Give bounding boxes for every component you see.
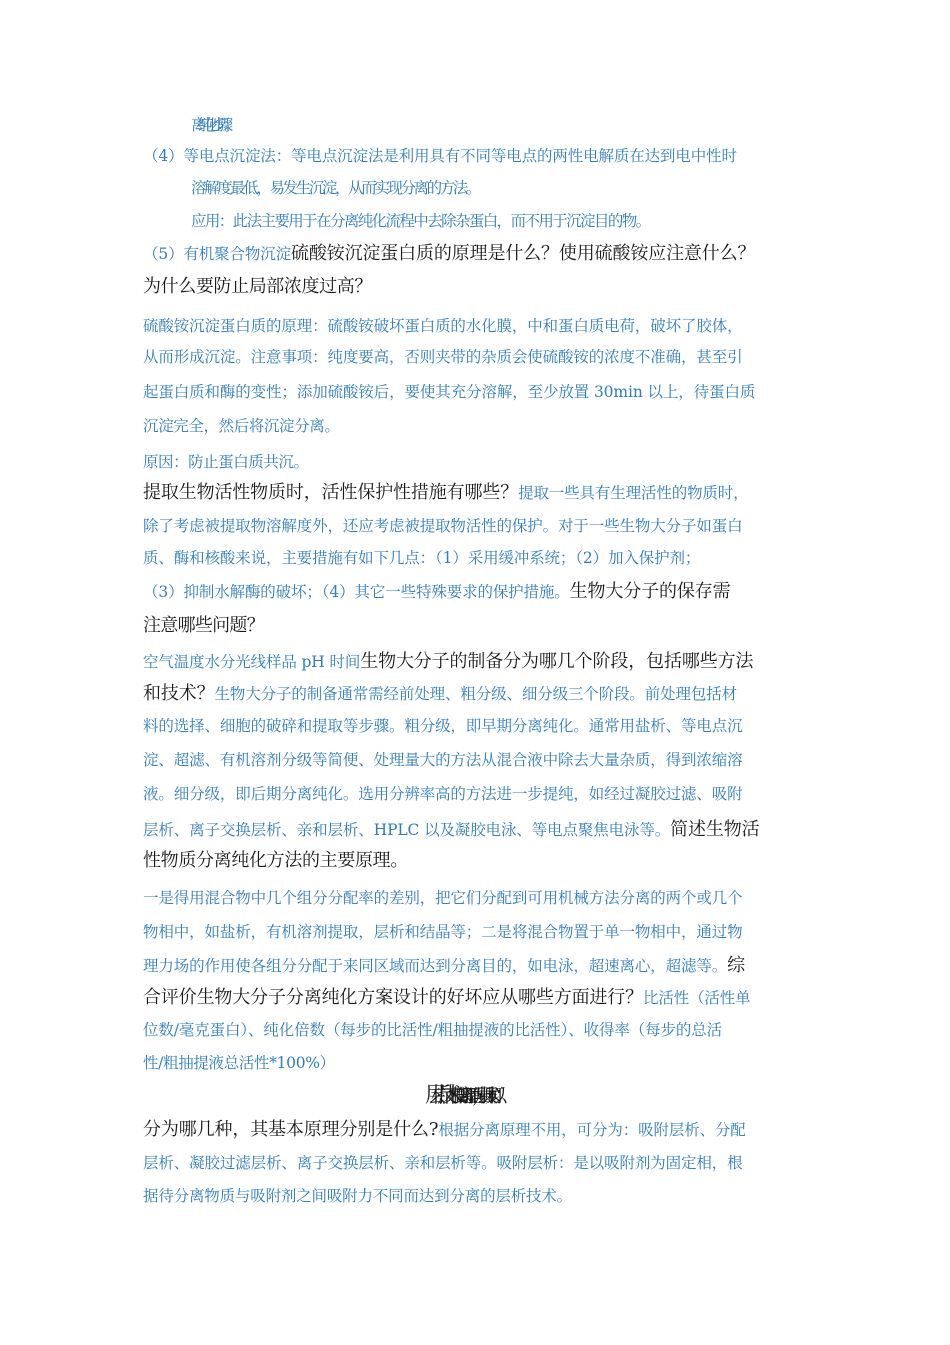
answer-text: 空气温度水分光线样品 pH 时间: [143, 653, 361, 671]
text-line: [143, 418, 813, 435]
answer-text: 根据分离原理不用，可分为：吸附层析、分配: [438, 1121, 746, 1139]
answer-text: 层析、离子交换层析、亲和层析、HPLC 以及凝胶电泳、等电点聚焦电泳等。: [143, 821, 671, 839]
text-line: [143, 148, 813, 165]
text-line: [191, 117, 861, 134]
section-heading: 层析技术: [425, 1083, 449, 1107]
text-line: [143, 278, 813, 296]
answer-text: 离纯化步骤。: [191, 116, 232, 134]
text-line: [143, 1022, 813, 1039]
text-line: [143, 752, 813, 769]
answer-text: 性/粗抽提液总活性*100%）: [143, 1054, 335, 1072]
text-line: [143, 852, 813, 870]
question-text: 合评价生物大分子分离纯化方案设计的好坏应从哪些方面进行？: [143, 987, 643, 1008]
question-text: 提取生物活性物质时，活性保护性措施有哪些？: [143, 482, 519, 503]
text-line: [425, 1085, 950, 1106]
answer-text: 从而形成沉淀。注意事项：纯度要高，否则夹带的杂质会使硫酸铵的浓度不准确，甚至引: [143, 348, 743, 366]
text-line: [143, 1055, 813, 1072]
question-text: 分为哪几种，其基本原理分别是什么?: [143, 1119, 439, 1140]
answer-text: （5）有机聚合物沉淀: [143, 245, 291, 263]
answer-text: 液。细分级，即后期分离纯化。选用分辨率高的方法进一步提纯，如经过凝胶过滤、吸附: [143, 785, 743, 803]
text-line: [143, 890, 813, 907]
text-line: [143, 685, 813, 703]
answer-text: 起蛋白质和酶的变性；添加硫酸铵后，要使其充分溶解，至少放置 30min 以上，待蛋白质: [143, 383, 756, 401]
answer-text: 料的选择、细胞的破碎和提取等步骤。粗分级，即早期分离纯化。通常用盐析、等电点沉: [143, 717, 743, 735]
question-text: 综: [727, 955, 746, 976]
text-line: [143, 821, 813, 839]
text-line: [143, 518, 813, 535]
text-line: [143, 384, 813, 401]
text-line: [143, 583, 813, 601]
text-line: [191, 180, 861, 197]
text-line: [143, 318, 813, 335]
text-line: [143, 1188, 813, 1205]
answer-text: 硫酸铵沉淀蛋白质的原理：硫酸铵破坏蛋白质的水化膜，中和蛋白质电荷，破坏了胶体，: [143, 317, 743, 335]
answer-text: 淀、超滤、有机溶剂分级等简便、处理量大的方法从混合液中除去大量杂质，得到浓缩溶: [143, 751, 743, 769]
question-text: 硫酸铵沉淀蛋白质的原理是什么？使用硫酸铵应注意什么？: [290, 243, 756, 264]
question-text: 为什么要防止局部浓度过高？: [143, 276, 372, 297]
question-text: 根据分离原理不同，层析技术可以: [448, 1086, 493, 1107]
answer-text: 比活性（活性单: [643, 989, 751, 1007]
text-line: [143, 786, 813, 803]
answer-text: 溶解度最低，易发生沉淀，从而实现分离的方法。: [191, 179, 480, 197]
answer-text: 理力场的作用使各组分分配于来同区域而达到分离目的，如电泳，超速离心，超滤等。: [143, 957, 728, 975]
question-text: 简述生物活: [670, 819, 760, 840]
answer-text: 除了考虑被提取物溶解度外，还应考虑被提取物活性的保护。对于一些生物大分子如蛋白: [143, 517, 743, 535]
text-line: [143, 1155, 813, 1172]
text-line: [143, 718, 813, 735]
answer-text: 质、酶和核酸来说，主要措施有如下几点：（1）采用缓冲系统；（2）加入保护剂；: [143, 549, 701, 567]
question-text: 注意哪些问题？: [143, 615, 264, 636]
question-text: 性物质分离纯化方法的主要原理。: [143, 850, 408, 871]
answer-text: 应用：此法主要用于在分离纯化流程中去除杂蛋白，而不用于沉淀目的物。: [191, 212, 650, 230]
answer-text: 位数/毫克蛋白）、纯化倍数（每步的比活性/粗抽提液的比活性）、收得率（每步的总活: [143, 1021, 722, 1039]
text-line: [143, 653, 813, 671]
text-line: [143, 1121, 813, 1139]
answer-text: 生物大分子的制备通常需经前处理、粗分级、细分级三个阶段。前处理包括材: [214, 685, 738, 703]
text-line: [191, 213, 861, 230]
question-text: 生物大分子的制备分为哪几个阶段，包括哪些方法: [360, 651, 754, 672]
text-line: [143, 924, 813, 941]
text-line: [143, 550, 813, 567]
text-line: [143, 454, 813, 471]
answer-text: 物相中，如盐析，有机溶剂提取，层析和结晶等；二是将混合物置于单一物相中，通过物: [143, 923, 743, 941]
text-line: [143, 957, 813, 975]
question-text: 和技术？: [143, 683, 215, 704]
answer-text: 据待分离物质与吸附剂之间吸附力不同而达到分离的层析技术。: [143, 1187, 573, 1205]
text-line: [143, 245, 813, 263]
question-text: 生物大分子的保存需: [569, 581, 731, 602]
answer-text: 提取一些具有生理活性的物质时，: [518, 484, 749, 502]
answer-text: 原因：防止蛋白质共沉。: [143, 453, 309, 471]
answer-text: 沉淀完全，然后将沉淀分离。: [143, 417, 340, 435]
text-line: [143, 349, 813, 366]
answer-text: 层析、凝胶过滤层析、离子交换层析、亲和层析等。吸附层析：是以吸附剂为固定相，根: [143, 1154, 743, 1172]
text-line: [143, 617, 813, 635]
answer-text: （4）等电点沉淀法：等电点沉淀法是利用具有不同等电点的两性电解质在达到电中性时: [143, 147, 737, 165]
answer-text: 一是得用混合物中几个组分分配率的差别，把它们分配到可用机械方法分离的两个或几个: [143, 889, 743, 907]
text-line: [143, 484, 813, 502]
text-line: [143, 989, 813, 1007]
answer-text: （3）抑制水解酶的破坏；（4）其它一些特殊要求的保护措施。: [143, 583, 570, 601]
